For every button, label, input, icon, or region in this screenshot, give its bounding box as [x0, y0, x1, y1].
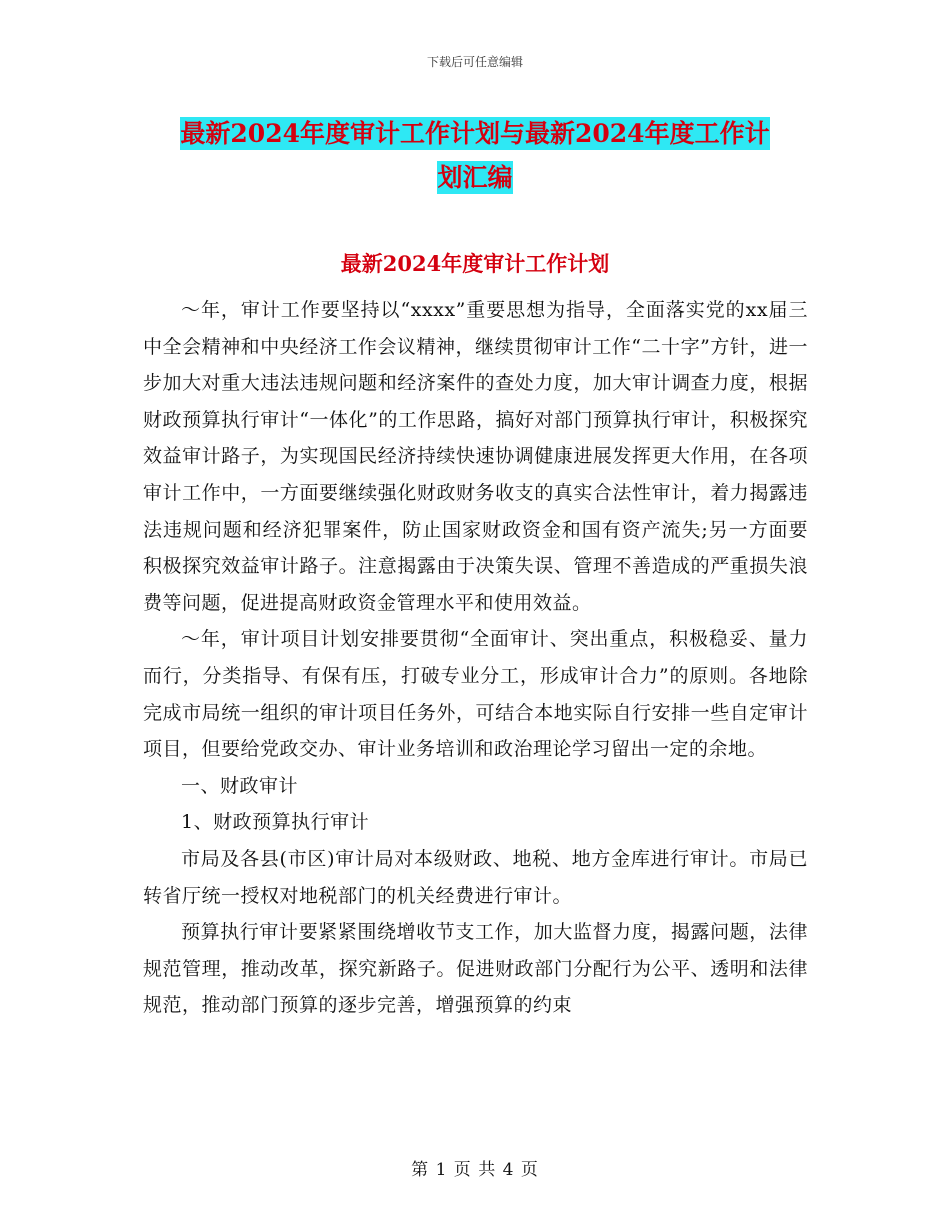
document-title — [0, 112, 950, 200]
heading-budget-execution-audit: 1、财政预算执行审计 — [181, 811, 370, 834]
page-number-footer: 第 1 页 共 4 页 — [411, 1160, 539, 1180]
page-header-note: 下载后可任意编辑 — [426, 55, 523, 69]
document-title-line-1 — [0, 112, 950, 156]
document-title-line-2 — [0, 156, 950, 200]
title-highlight-1: 最新2024年度审计工作计划与最新2024年度工作计 — [180, 119, 770, 148]
paragraph-4: 预算执行审计要紧紧围绕增收节支工作，加大监督力度，揭露问题，法律规范管理，推动改革，探究新路子。促进财政部门分配行为公平、透明和法律规范，推动部门预算的逐步完善，增强预算的约束 — [143, 921, 808, 1017]
paragraph-1: ～年，审计工作要坚持以“xxxx”重要思想为指导，全面落实党的xx届三中全会精神和中央经济工作会议精神，继续贯彻审计工作“二十字”方针，进一步加大对重大违法违规问题和经济案件的查处力度，加大审计调查力度，根据财政预算执行审计“一体化”的工作思路，搞好对部门预算执行审计，积极探究效益审计路子，为实现国民经济持续快速协调健康进展发挥更大作用，在各项审计工作中，一方面要继续强化财政财务收支的真实合法性审计，着力揭露违法违规问题和经济犯罪案件，防止国家财政资金和国有资产流失;另一方面要积极探究效益审计路子。注意揭露由于决策失误、管理不善造成的严重损失浪费等问题，促进提高财政资金管理水平和使用效益。 — [143, 299, 808, 614]
document-body — [143, 292, 808, 1024]
heading-finance-audit: 一、财政审计 — [181, 774, 299, 797]
paragraph-2: ～年，审计项目计划安排要贯彻“全面审计、突出重点，积极稳妥、量力而行，分类指导、有保有压，打破专业分工，形成审计合力”的原则。各地除完成市局统一组织的审计项目任务外，可结合本地实际自行安排一些自定审计项目，但要给党政交办、审计业务培训和政治理论学习留出一定的余地。 — [143, 628, 808, 761]
title-highlight-2: 划汇编 — [437, 163, 513, 192]
section-title: 最新2024年度审计工作计划 — [340, 251, 610, 276]
paragraph-3: 市局及各县(市区)审计局对本级财政、地税、地方金库进行审计。市局已转省厅统一授权对地税部门的机关经费进行审计。 — [143, 847, 808, 907]
